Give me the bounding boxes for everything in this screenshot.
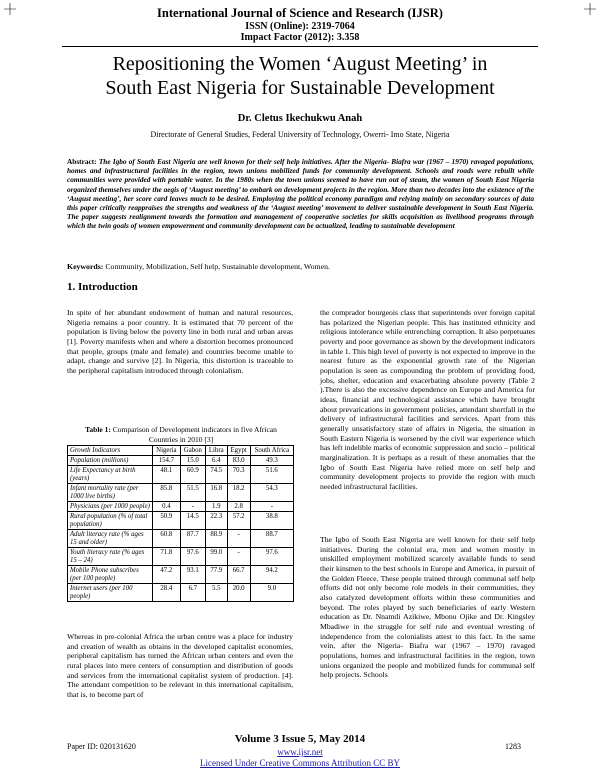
table-cell: 22.3 bbox=[206, 512, 228, 530]
table-cell: 88.7 bbox=[250, 530, 293, 548]
abstract-text: The Igbo of South East Nigeria are well known for their self help initiatives. After the Nigeria- Biafra war (1967 – 1970) ravaged populations, homes and infrastructural facilities in the region, town unions mobilized funds for community development. Schools and roads were rebuilt while communities were provided with portable water. In the 1980s when the town unions seemed to have run out of steam, the women of South East Nigeria organized themselves under the aegis of ‘August meeting’ to embark on development projects in the region. More than two decades into the existence of the ‘August meeting’, her score card leaves much to be desired. Employing the political economy paradigm and relying mainly on secondary sources of data this paper critically reappraises the strengths and weakness of the ‘August meeting’ movement to deliver sustainable development in South East Nigeria. The paper suggests realignment towards the formation and management of cooperative societies for skills acquisition as livelihood programs through which the twin goals of women empowerment and community development can be actualized, leading to sustainable development bbox=[67, 157, 535, 231]
paper-title bbox=[40, 52, 560, 100]
table-cell: 1.9 bbox=[206, 502, 228, 512]
table-row-label: Rural population (% of total population) bbox=[68, 512, 153, 530]
table-cell: 48.1 bbox=[153, 466, 181, 484]
table-cell: 97.6 bbox=[250, 548, 293, 566]
table-cell: 6.7 bbox=[180, 584, 205, 602]
table-row bbox=[68, 484, 294, 502]
journal-title: International Journal of Science and Research (IJSR) bbox=[157, 6, 443, 20]
section-heading: 1. Introduction bbox=[67, 281, 138, 293]
crop-mark-icon bbox=[4, 3, 16, 15]
table-header-cell: South Africa bbox=[250, 446, 293, 456]
crop-mark-icon bbox=[584, 3, 596, 15]
table-cell: 15.0 bbox=[180, 456, 205, 466]
footer-paper-id: Paper ID: 020131620 bbox=[67, 742, 136, 751]
table-row-label: Mobile Phone subscribes (per 100 people) bbox=[68, 566, 153, 584]
table-cell: 94.2 bbox=[250, 566, 293, 584]
footer-page-number: 1283 bbox=[505, 742, 521, 751]
table-cell: 85.8 bbox=[153, 484, 181, 502]
table-cell: 83.0 bbox=[227, 456, 250, 466]
right-paragraph-2: The Igbo of South East Nigeria are well known for their self help initiatives. During the colonial era, men and women mostly in unskilled employment mobilized scarcely available funds to send their kinsmen to the best schools in Europe and America, in pursuit of the Golden Fleece. These people trained through communal self help efforts did not only become role models in their communities, they also catalyzed development efforts within these communities and beyond. The roles played by such beneficiaries of early Western education as Dr. Nnamdi Azikiwe, Mbonu Ojike and Dr. Kingsley Mbadiwe in the struggle for self rule and eventual wresting of independence from the colonialists attest to this fact. In the same vein, after the Nigeria- Biafra war (1967 – 1970) ravaged populations, homes and infrastructural facilities in the region, town unions organized the people and mobilized funds for communal self help projects. Schools bbox=[320, 535, 535, 680]
table-cell: 54.3 bbox=[250, 484, 293, 502]
table-cell: 2.8 bbox=[227, 502, 250, 512]
table-cell: 97.6 bbox=[180, 548, 205, 566]
abstract bbox=[67, 157, 534, 231]
table-cell: 57.2 bbox=[227, 512, 250, 530]
table-row-label: Physicians (per 1000 people) bbox=[68, 502, 153, 512]
table-cell: 88.9 bbox=[206, 530, 228, 548]
table-caption-text: Comparison of Development indicators in five African Countries in 2010 [3] bbox=[110, 425, 277, 444]
table-cell: 28.4 bbox=[153, 584, 181, 602]
table-cell: 18.2 bbox=[227, 484, 250, 502]
table-row-label: Internet users (per 100 people) bbox=[68, 584, 153, 602]
keywords-text: Community, Mobilization, Self help, Sustainable development, Women. bbox=[105, 262, 330, 271]
author-name: Dr. Cletus Ikechukwu Anah bbox=[237, 113, 363, 124]
paper-title-line1: Repositioning the Women ‘August Meeting’ in bbox=[112, 53, 488, 75]
development-indicators-table bbox=[67, 445, 294, 602]
table-header-row bbox=[68, 446, 294, 456]
table-header-cell: Gabon bbox=[180, 446, 205, 456]
table-row bbox=[68, 512, 294, 530]
table-header-cell: Egypt bbox=[227, 446, 250, 456]
keywords bbox=[67, 262, 534, 271]
footer-volume: Volume 3 Issue 5, May 2014 bbox=[234, 733, 366, 745]
journal-impact-factor: Impact Factor (2012): 3.358 bbox=[240, 32, 360, 43]
table-cell: 66.7 bbox=[227, 566, 250, 584]
table-cell: 50.9 bbox=[153, 512, 181, 530]
left-paragraph-2: Whereas in pre-colonial Africa the urban centre was a place for industry and creation of wealth as obtains in the developed capitalist economies, peripheral capitalism has turned the African urban centers and even the rural places into mere centers of consumption and distribution of goods and services from the international capitalist system of production. [4]. The attendant competition to be relevant in this international capitalism, that is, to become part of bbox=[67, 632, 293, 699]
table-cell: - bbox=[180, 502, 205, 512]
table-row-label: Infant mortality rate (per 1000 live births) bbox=[68, 484, 153, 502]
left-paragraph-1: In spite of her abundant endowment of human and natural resources, Nigeria remains a poor country. It is estimated that 70 percent of the population is living below the poverty line in both rural and urban areas [1]. Poverty manifests when and where a distortion becomes pronounced that people, groups (male and female) and countries become unable to adapt, change and survive [2]. In Nigeria, this distortion is traceable to the peripheral capitalism introduced through colonialism. bbox=[67, 308, 293, 375]
table-header-cell: Growth Indicators bbox=[68, 446, 153, 456]
table-cell: 49.3 bbox=[250, 456, 293, 466]
table-cell: 93.1 bbox=[180, 566, 205, 584]
table-cell: 87.7 bbox=[180, 530, 205, 548]
table-caption bbox=[75, 425, 287, 444]
table-cell: 6.4 bbox=[206, 456, 228, 466]
table-row-label: Population (millions) bbox=[68, 456, 153, 466]
table-cell: 71.8 bbox=[153, 548, 181, 566]
table-row bbox=[68, 548, 294, 566]
table-row bbox=[68, 584, 294, 602]
right-paragraph-1: the comprador bourgeois class that superintends over foreign capital has polarized the Nigerian people. This has instituted ethnicity and religious intolerance while entrenching corruption. It also perpetuates poverty and poor governance as shown by the development indicators in table 1. This high level of poverty is not expected to improve in the nearest future as the exponential growth rate of the Nigerian population is seen as compounding the problem of providing food, jobs, shelter, education and exacerbating absolute poverty (Table 2 ).There is also the excessive dependence on Europe and America for ideas, financial and technological assistance which have brought about prevarications in government policies, attendant shortfall in the delivery of infrastructural facilities and services. Apart from this generally unsatisfactory state of affairs in Nigeria, the situation in South Eastern Nigeria is worsened by the civil war experience which has left indelible marks of economic suppression and socio – political marginalization. It is perhaps as a result of these anomalies that the Igbo of South East Nigeria have relied more on self help and community development projects to provide the region with much needed infrastructural facilities. bbox=[320, 308, 535, 491]
table-row bbox=[68, 530, 294, 548]
table-cell: 51.6 bbox=[250, 466, 293, 484]
table-cell: 60.9 bbox=[180, 466, 205, 484]
footer-license-link[interactable]: Licensed Under Creative Commons Attribution CC BY bbox=[200, 758, 400, 768]
table-row-label: Life Expectancy at birth (years) bbox=[68, 466, 153, 484]
footer-website-link[interactable]: www.ijsr.net bbox=[277, 747, 323, 757]
table-cell: 99.0 bbox=[206, 548, 228, 566]
table-row-label: Youth literacy rate (% ages 15 – 24) bbox=[68, 548, 153, 566]
abstract-label: Abstract: bbox=[67, 157, 97, 166]
table-cell: - bbox=[227, 548, 250, 566]
table-cell: 9.0 bbox=[250, 584, 293, 602]
header-rule bbox=[62, 46, 538, 47]
table-cell: 20.0 bbox=[227, 584, 250, 602]
table-cell: 74.5 bbox=[206, 466, 228, 484]
table-cell: 77.9 bbox=[206, 566, 228, 584]
table-cell: - bbox=[250, 502, 293, 512]
table-cell: - bbox=[227, 530, 250, 548]
table-cell: 5.5 bbox=[206, 584, 228, 602]
table-cell: 70.3 bbox=[227, 466, 250, 484]
table-row bbox=[68, 566, 294, 584]
table-cell: 0.4 bbox=[153, 502, 181, 512]
table-header-cell: Nigeria bbox=[153, 446, 181, 456]
table-cell: 38.8 bbox=[250, 512, 293, 530]
table-row bbox=[68, 466, 294, 484]
keywords-label: Keywords: bbox=[67, 262, 104, 271]
table-header-cell: Libra bbox=[206, 446, 228, 456]
journal-issn: ISSN (Online): 2319-7064 bbox=[245, 21, 355, 32]
table-cell: 60.8 bbox=[153, 530, 181, 548]
table-caption-label: Table 1: bbox=[85, 425, 111, 434]
table-cell: 47.2 bbox=[153, 566, 181, 584]
table-row-label: Adult literacy rate (% ages 15 and older) bbox=[68, 530, 153, 548]
author-affiliation: Directorate of General Studies, Federal University of Technology, Owerri- Imo State, Nigeria bbox=[150, 130, 450, 139]
table-row bbox=[68, 502, 294, 512]
paper-title-line2: South East Nigeria for Sustainable Development bbox=[105, 77, 495, 99]
table-cell: 14.5 bbox=[180, 512, 205, 530]
table-row bbox=[68, 456, 294, 466]
table-cell: 16.8 bbox=[206, 484, 228, 502]
table-cell: 51.5 bbox=[180, 484, 205, 502]
table-cell: 154.7 bbox=[153, 456, 181, 466]
